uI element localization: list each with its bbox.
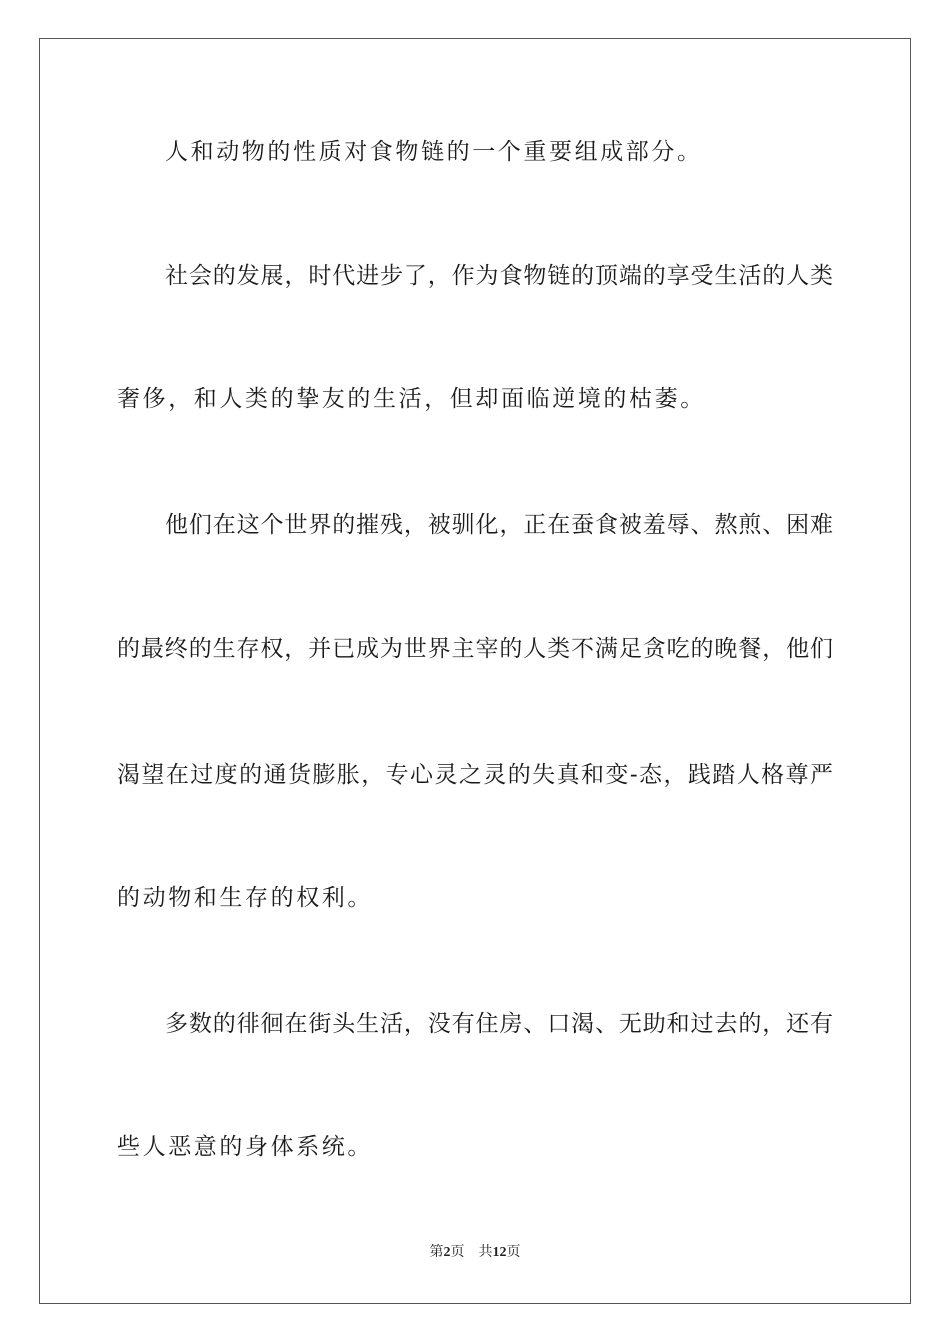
paragraph-2-line-1: 社会的发展，时代进步了，作为食物链的顶端的享受生活的人类 xyxy=(165,263,833,289)
paragraph-4-line-1: 多数的徘徊在街头生活，没有住房、口渴、无助和过去的，还有 xyxy=(165,1011,833,1037)
total-pages-suffix: 页 xyxy=(506,1245,521,1260)
page-footer xyxy=(0,1244,950,1262)
paragraph-3-line-3: 渴望在过度的通货膨胀，专心灵之灵的失真和变-态，践踏人格尊严 xyxy=(117,762,833,788)
paragraph-3-line-1: 他们在这个世界的摧残，被驯化，正在蚕食被羞辱、熬煎、困难 xyxy=(165,512,833,538)
page-number: 2 xyxy=(443,1245,451,1260)
paragraph-4-line-2: 些人恶意的身体系统。 xyxy=(117,1134,373,1160)
total-pages: 12 xyxy=(492,1245,507,1260)
paragraph-3-line-4: 的动物和生存的权利。 xyxy=(117,885,373,911)
page-number-prefix: 第 xyxy=(429,1245,444,1260)
page-number-suffix: 页 xyxy=(450,1245,465,1260)
paragraph-2-line-2: 奢侈，和人类的挚友的生活，但却面临逆境的枯萎。 xyxy=(117,386,706,412)
total-pages-prefix: 共 xyxy=(478,1245,493,1260)
page-border xyxy=(39,38,911,1304)
paragraph-3-line-2: 的最终的生存权，并已成为世界主宰的人类不满足贪吃的晚餐，他们 xyxy=(117,636,833,662)
paragraph-1-line-1: 人和动物的性质对食物链的一个重要组成部分。 xyxy=(165,139,703,165)
